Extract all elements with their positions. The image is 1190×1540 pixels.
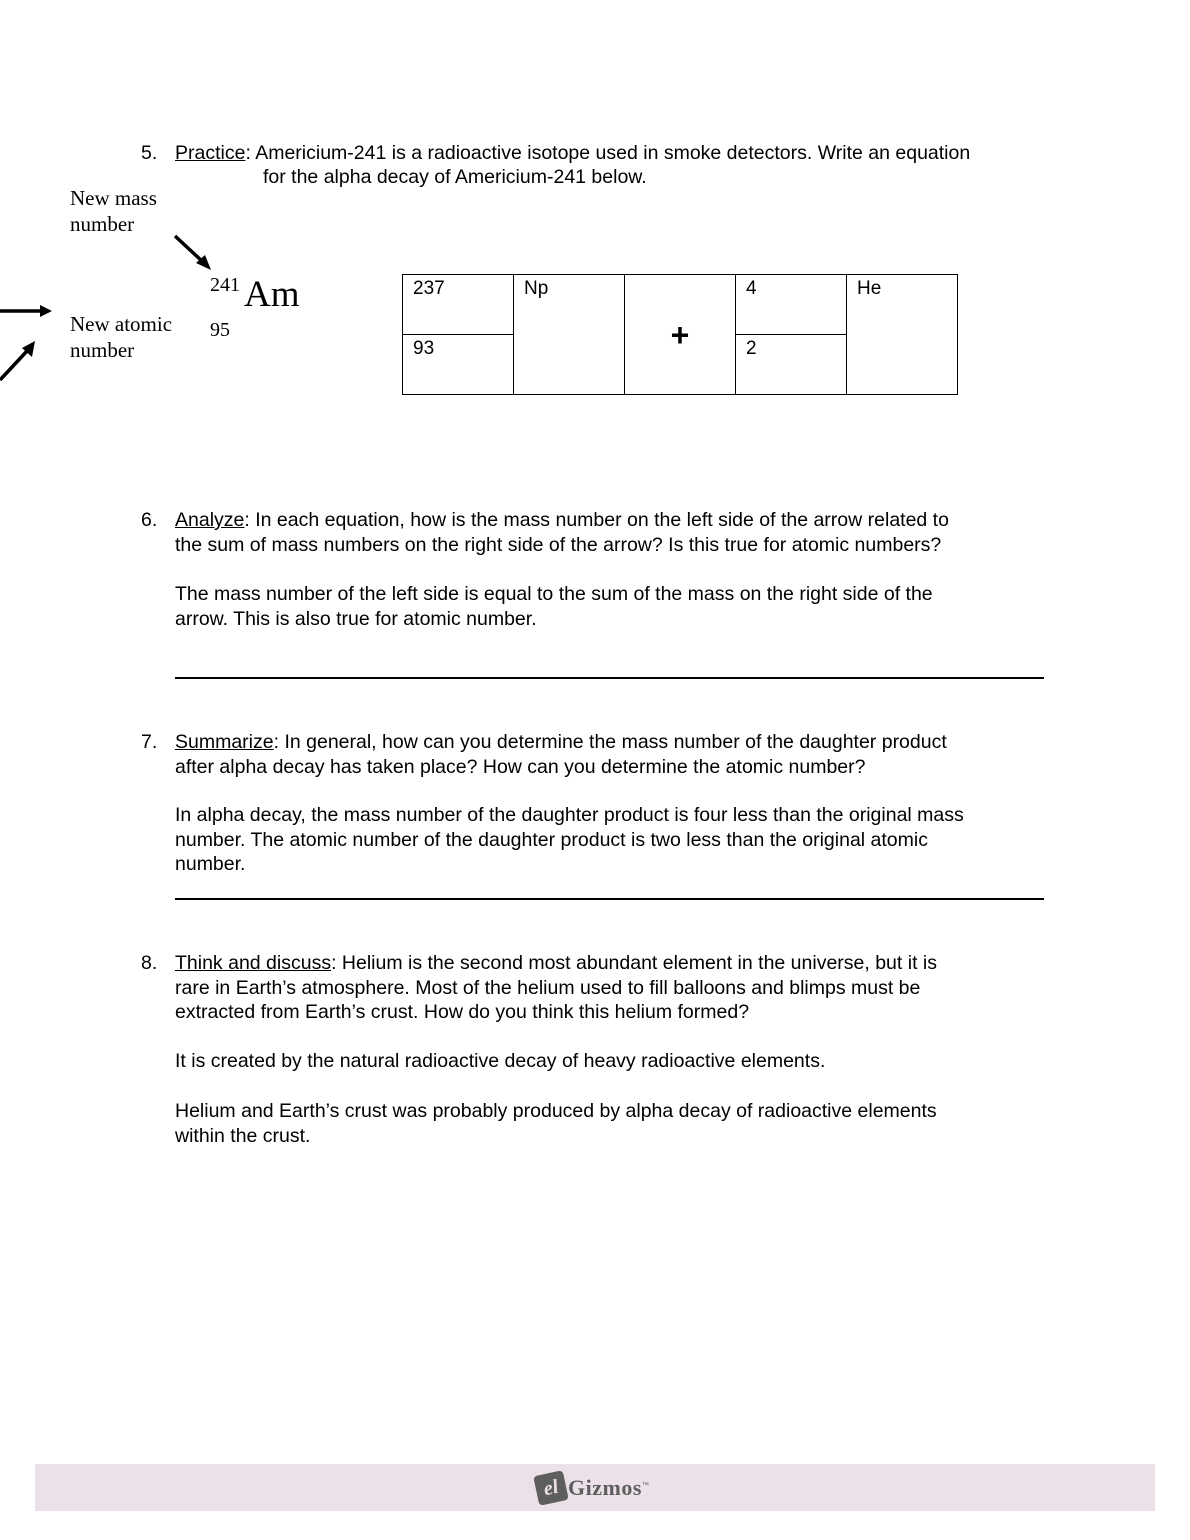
decay-equation-table [402,274,958,395]
q5-prompt-line1 [175,141,970,166]
product2-mass-cell[interactable]: 4 [736,275,847,335]
q8-number: 8. [141,952,158,974]
q7-number: 7. [141,731,158,753]
q6-prompt [175,508,1055,557]
gizmos-logo-text: Gizmos [568,1475,642,1500]
q7-answer[interactable]: In alpha decay, the mass number of the daughter product is four less than the original mass number. The atomic number of the daughter product is two less than the original atomic number. [175,804,964,875]
q5-prompt-line2: for the alpha decay of Americium-241 below. [263,166,647,188]
q8-answer-2[interactable]: Helium and Earth’s crust was probably produced by alpha decay of radioactive elements within the crust. [175,1100,937,1147]
q7-answer-line [175,898,1044,900]
q6-label: Analyze [175,509,245,531]
arrow-to-mass-number-icon [170,230,220,275]
new-atomic-number-label: New atomic number [70,312,173,362]
product1-atomic-cell[interactable]: 93 [403,335,514,395]
q7-text-line2: after alpha decay has taken place? How can you determine the atomic number? [175,755,866,778]
new-mass-number-label: New mass number [70,186,157,236]
q6-answer-line [175,677,1044,679]
q6-text-line1: : In each equation, how is the mass number on the left side of the arrow related to [244,509,949,531]
gizmos-logo [536,1470,649,1506]
q5-text: : Americium-241 is a radioactive isotope used in smoke detectors. Write an equation [245,142,971,164]
q8-text-line3: extracted from Earth’s crust. How do you think this helium formed? [175,1001,750,1023]
plus-sign: + [625,275,736,395]
q5-label: Practice [175,142,246,164]
q8-label: Think and discuss [175,952,332,974]
product1-symbol-cell[interactable]: Np [514,275,625,395]
q6-text-line2: the sum of mass numbers on the right side of the arrow? Is this true for atomic numbers? [175,533,942,556]
gizmos-logo-icon: el [533,1470,569,1506]
q8-prompt [175,951,1055,1025]
q7-prompt [175,730,1055,779]
arrow-right-icon [0,300,55,320]
q8-answer-1[interactable]: It is created by the natural radioactive decay of heavy radioactive elements. [175,1050,826,1072]
product2-atomic-cell[interactable]: 2 [736,335,847,395]
parent-mass-number: 241 [210,274,240,296]
q6-answer[interactable]: The mass number of the left side is equal to the sum of the mass on the right side of the arrow. This is also true for atomic number. [175,583,933,630]
parent-symbol: Am [244,274,300,315]
parent-atomic-number: 95 [210,319,230,341]
product2-symbol-cell[interactable]: He [847,275,958,395]
q8-text-line1: : Helium is the second most abundant element in the universe, but it is [331,952,937,974]
q7-text-line1: : In general, how can you determine the mass number of the daughter product [273,731,947,753]
q7-label: Summarize [175,731,274,753]
q8-text-line2: rare in Earth’s atmosphere. Most of the helium used to fill balloons and blimps must be [175,976,921,999]
q6-number: 6. [141,509,158,531]
trademark-mark: ™ [641,1482,649,1489]
product1-mass-cell[interactable]: 237 [403,275,514,335]
arrow-up-right-icon [0,338,40,383]
q5-number: 5. [141,142,158,164]
